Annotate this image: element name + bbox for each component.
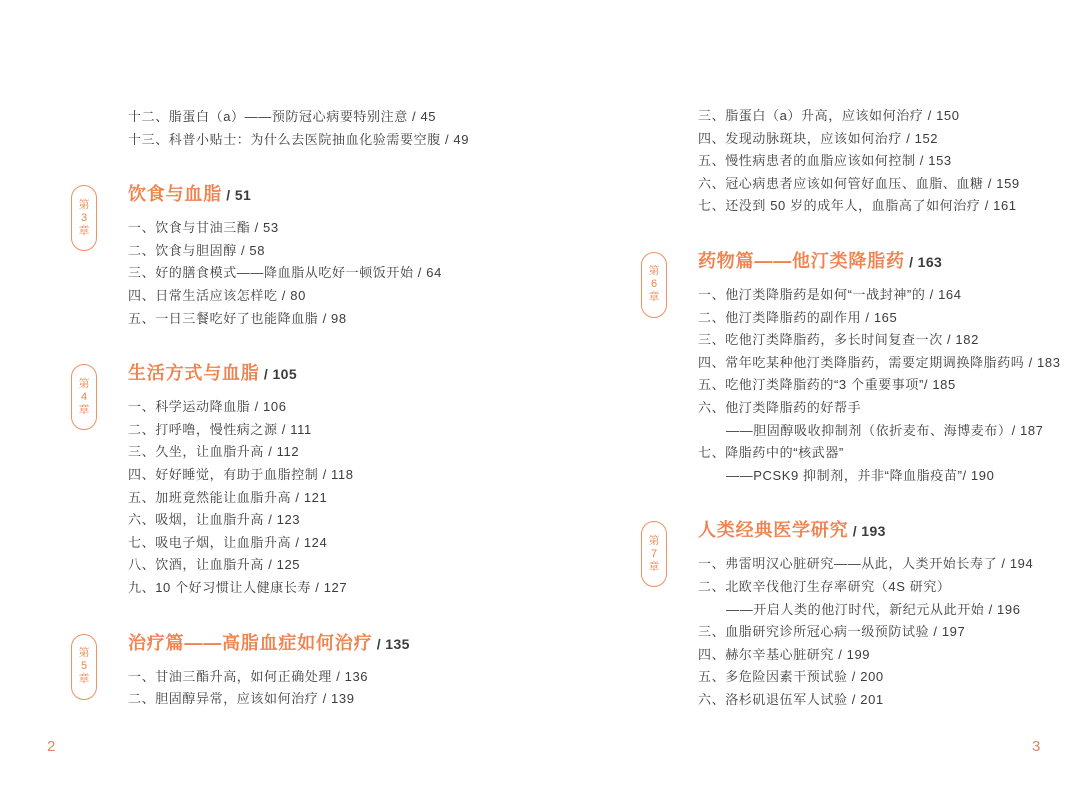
toc-entry: 三、血脂研究诊所冠心病一级预防试验 / 197	[698, 624, 966, 640]
section-page-number: / 193	[848, 523, 886, 540]
toc-entry: 三、吃他汀类降脂药，多长时间复查一次 / 182	[698, 332, 979, 348]
page-left	[78, 106, 568, 711]
toc-entry: 二、打呼噜，慢性病之源 / 111	[128, 421, 312, 437]
chapter-badge-char: 7	[650, 547, 658, 560]
chapter-badge-char: 章	[648, 291, 660, 304]
toc-section	[648, 517, 1078, 711]
toc-entry: 二、北欧辛伐他汀生存率研究（4S 研究）	[698, 578, 951, 594]
chapter-badge-char: 5	[80, 660, 88, 672]
chapter-badge-char: 第	[78, 198, 90, 211]
chapter-badge	[641, 252, 667, 318]
toc-entry: 一、科学运动降血脂 / 106	[128, 399, 287, 415]
toc-entry: 四、常年吃某种他汀类降脂药，需要定期调换降脂药吗 / 183	[698, 354, 1061, 370]
chapter-badge-char: 章	[78, 224, 90, 237]
chapter-badge-char: 章	[78, 673, 90, 685]
toc-entry: 五、加班竟然能让血脂升高 / 121	[128, 489, 328, 505]
toc-entry: 九、10 个好习惯让人健康长寿 / 127	[128, 579, 348, 595]
section-page-number: / 105	[259, 366, 298, 383]
toc-entry: 四、日常生活应该怎样吃 / 80	[128, 287, 306, 303]
section-title: 治疗篇——高脂血症如何治疗	[128, 632, 373, 653]
section-page-number: / 163	[904, 253, 943, 270]
section-title: 药物篇——他汀类降脂药	[698, 250, 905, 271]
toc-entry: 三、好的膳食模式——降血脂从吃好一顿饭开始 / 64	[128, 265, 442, 281]
section-page-number: / 135	[372, 635, 410, 652]
toc-entry: 六、他汀类降脂药的好帮手	[698, 399, 862, 415]
toc-entry: 七、吸电子烟，让血脂升高 / 124	[128, 534, 328, 550]
section-heading	[128, 360, 568, 387]
section-heading	[128, 181, 568, 208]
toc-section	[78, 181, 568, 330]
sections	[78, 181, 568, 711]
section-items	[698, 284, 1078, 487]
toc-entry: 六、洛杉矶退伍军人试验 / 201	[698, 691, 884, 707]
toc-entry: 二、胆固醇异常，应该如何治疗 / 139	[128, 691, 355, 707]
toc-entry: 六、吸烟，让血脂升高 / 123	[128, 512, 301, 528]
section-title: 生活方式与血脂	[128, 363, 260, 384]
chapter-badge-char: 4	[80, 390, 88, 403]
section-items	[128, 396, 568, 599]
toc-entry: 四、赫尔辛基心脏研究 / 199	[698, 646, 871, 662]
toc-entry: 七、降脂药中的“核武器”	[698, 445, 844, 461]
toc-entry: 五、多危险因素干预试验 / 200	[698, 669, 884, 685]
toc-section	[78, 360, 568, 599]
chapter-badge-char: 6	[650, 278, 658, 291]
section-items	[128, 666, 568, 711]
section-title: 饮食与血脂	[128, 184, 222, 205]
toc-entry: ——开启人类的他汀时代，新纪元从此开始 / 196	[726, 601, 1021, 617]
section-items	[698, 553, 1078, 711]
toc-entry: 三、脂蛋白（a）升高，应该如何治疗 / 150	[698, 108, 960, 123]
toc-entry: 五、慢性病患者的血脂应该如何控制 / 153	[698, 153, 952, 169]
toc-entry: 七、还没到 50 岁的成年人，血脂高了如何治疗 / 161	[698, 198, 1017, 214]
section-heading	[698, 248, 1078, 275]
toc-entry: 五、一日三餐吃好了也能降血脂 / 98	[128, 310, 347, 326]
section-heading	[698, 517, 1078, 544]
toc-entry: 十二、脂蛋白（a）——预防冠心病要特别注意 / 45	[128, 109, 437, 124]
sections	[648, 248, 1078, 712]
chapter-badge-char: 第	[78, 377, 90, 390]
toc-entry: 五、吃他汀类降脂药的“3 个重要事项”/ 185	[698, 377, 956, 393]
toc-entry: 六、冠心病患者应该如何管好血压、血脂、血糖 / 159	[698, 175, 1020, 191]
toc-entry: 一、弗雷明汉心脏研究——从此，人类开始长寿了 / 194	[698, 556, 1034, 572]
toc-entry: 三、久坐，让血脂升高 / 112	[128, 444, 300, 460]
chapter-badge-char: 第	[648, 534, 660, 547]
chapter-badge-char: 章	[648, 560, 660, 573]
toc-entry: 一、饮食与甘油三酯 / 53	[128, 220, 279, 236]
toc-entry: 四、好好睡觉，有助于血脂控制 / 118	[128, 466, 354, 482]
page-number-right: 3	[1032, 738, 1041, 755]
chapter-badge-char: 第	[648, 265, 660, 278]
chapter-badge-char: 章	[78, 403, 90, 416]
toc-section	[78, 630, 568, 711]
section-heading	[128, 630, 568, 657]
chapter-badge	[71, 364, 97, 430]
toc-entry: 八、饮酒，让血脂升高 / 125	[128, 557, 301, 573]
leading-items	[128, 106, 568, 151]
toc-entry: ——胆固醇吸收抑制剂（依折麦布、海博麦布）/ 187	[726, 422, 1044, 438]
section-title: 人类经典医学研究	[698, 520, 849, 541]
chapter-badge	[71, 185, 97, 251]
toc-entry: 二、饮食与胆固醇 / 58	[128, 242, 266, 258]
section-page-number: / 51	[222, 187, 252, 204]
page-right	[648, 105, 1078, 711]
chapter-badge	[641, 521, 667, 587]
section-items	[128, 217, 568, 330]
toc-entry: 十三、科普小贴士：为什么去医院抽血化验需要空腹 / 49	[128, 131, 470, 147]
toc-section	[648, 248, 1078, 487]
toc-entry: 二、他汀类降脂药的副作用 / 165	[698, 309, 898, 325]
toc-entry: 一、他汀类降脂药是如何“一战封神”的 / 164	[698, 286, 962, 302]
leading-items	[698, 105, 1078, 218]
toc-entry: 四、发现动脉斑块，应该如何治疗 / 152	[698, 130, 939, 146]
chapter-badge	[71, 634, 97, 700]
chapter-badge-char: 第	[78, 647, 90, 659]
page-number-left: 2	[47, 738, 56, 755]
toc-entry: 一、甘油三酯升高，如何正确处理 / 136	[128, 668, 369, 684]
toc-entry: ——PCSK9 抑制剂，并非“降血脂疫苗”/ 190	[726, 467, 995, 483]
chapter-badge-char: 3	[80, 211, 88, 224]
